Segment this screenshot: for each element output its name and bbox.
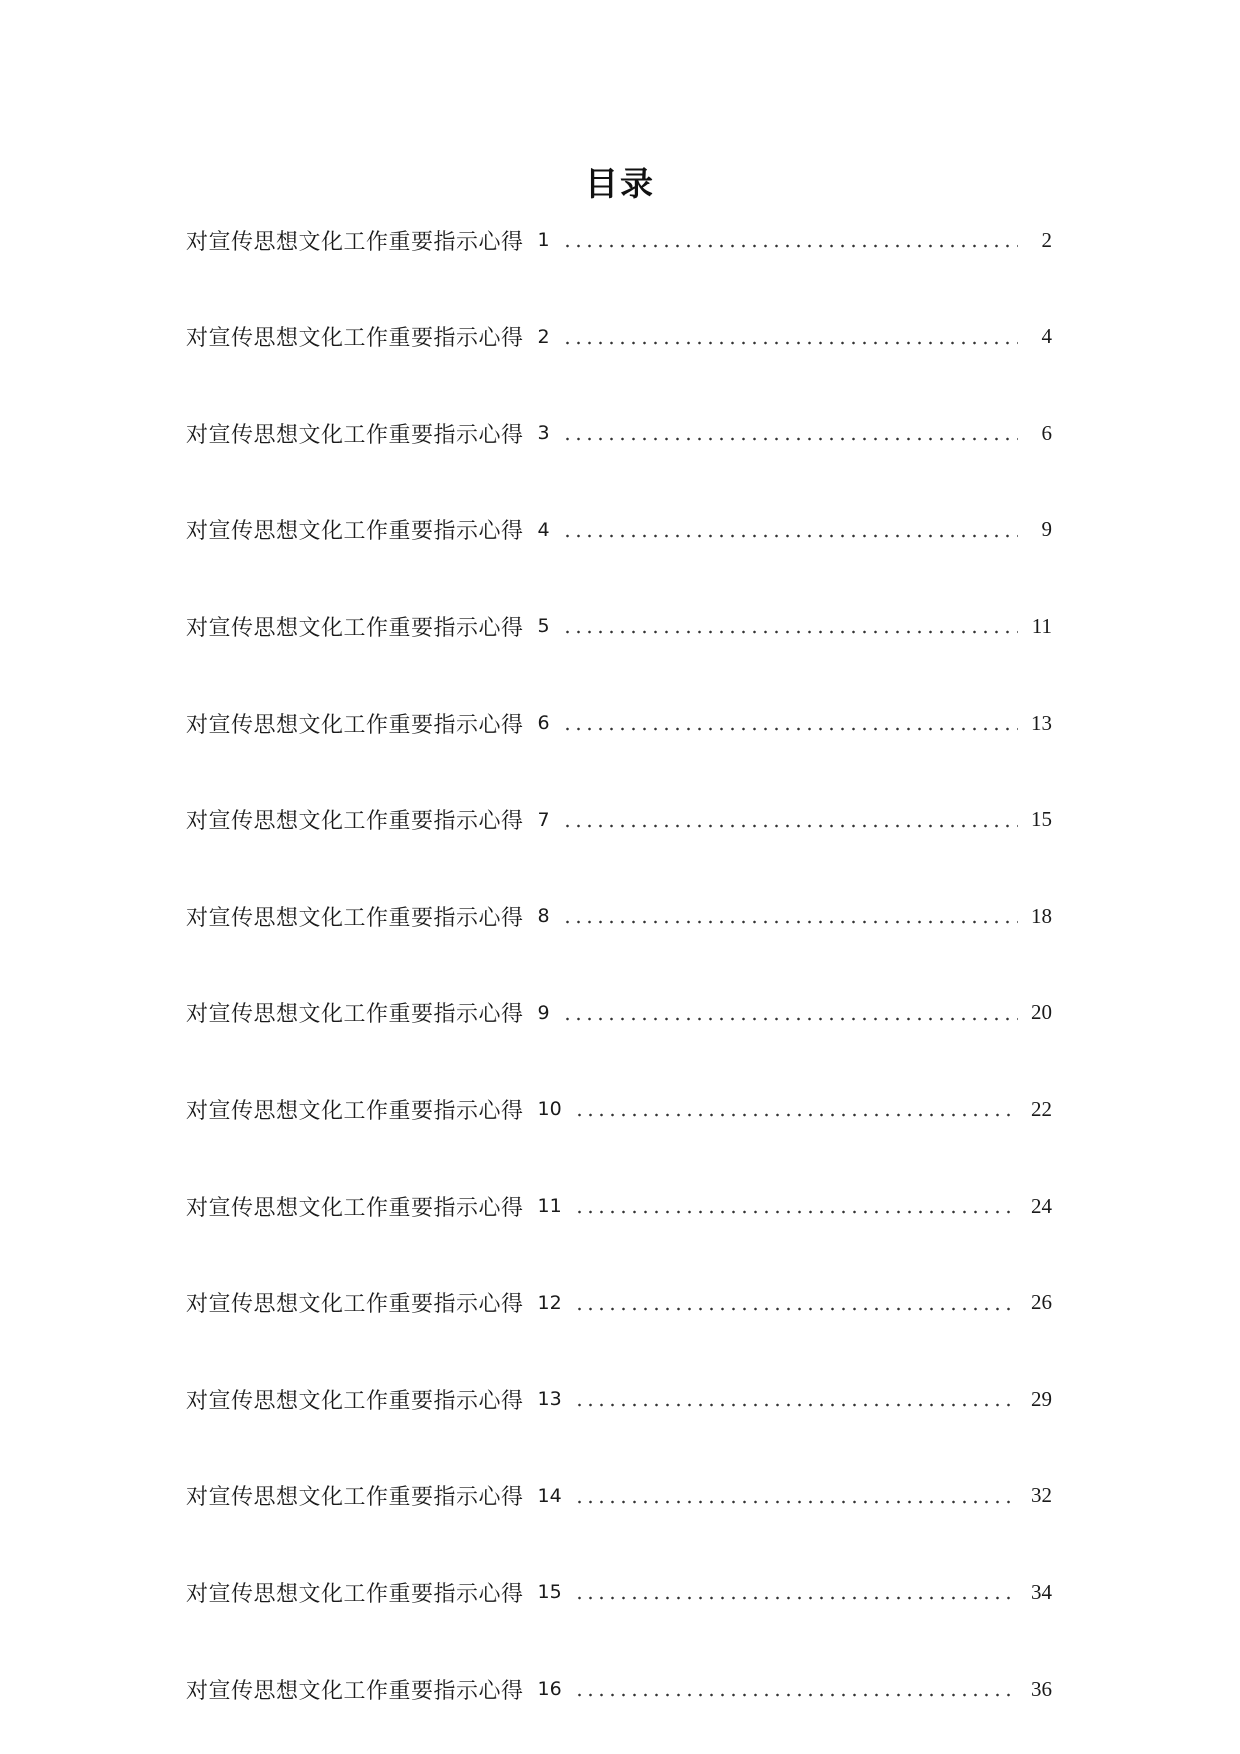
toc-entry[interactable] (186, 896, 1052, 936)
toc-entry-page: 22 (1031, 1096, 1052, 1121)
toc-entry-page: 2 (1041, 227, 1052, 252)
toc-entry-number: 15 (537, 1581, 562, 1604)
dot-leader (562, 340, 1018, 346)
toc-entry-page: 32 (1031, 1483, 1052, 1508)
toc-entry-number: 10 (537, 1098, 562, 1121)
toc-entry-title: 对宣传思想文化工作重要指示心得 (186, 1002, 524, 1028)
toc-entry[interactable] (186, 1089, 1052, 1129)
dot-leader (562, 629, 1018, 635)
toc-entry[interactable] (186, 413, 1052, 453)
toc-entry-title: 对宣传思想文化工作重要指示心得 (186, 712, 524, 738)
dot-leader (562, 436, 1018, 442)
toc-entry-number: 1 (537, 229, 550, 251)
toc-entry[interactable] (186, 220, 1052, 260)
toc-entry[interactable] (186, 510, 1052, 550)
dot-leader (562, 919, 1018, 925)
toc-entry-title: 对宣传思想文化工作重要指示心得 (186, 519, 524, 545)
toc-entry-title: 对宣传思想文化工作重要指示心得 (186, 1388, 524, 1414)
toc-entry-number: 6 (537, 712, 550, 734)
toc-entry-page: 9 (1041, 517, 1052, 542)
toc-entry-number: 8 (537, 905, 550, 928)
toc-entry-number: 3 (537, 422, 550, 445)
toc-entry-page: 11 (1031, 613, 1052, 638)
toc-entry-number: 11 (537, 1195, 562, 1217)
toc-entry-page: 24 (1031, 1193, 1052, 1218)
toc-entry-page: 4 (1041, 324, 1052, 349)
toc-entry-title: 对宣传思想文化工作重要指示心得 (186, 422, 524, 448)
dot-leader (562, 533, 1018, 539)
toc-entry-title: 对宣传思想文化工作重要指示心得 (186, 1098, 524, 1124)
toc-entry[interactable] (186, 1476, 1052, 1516)
toc-entry[interactable] (186, 606, 1052, 646)
toc-entry-page: 18 (1031, 903, 1052, 928)
dot-leader (574, 1112, 1018, 1118)
toc-entry-title: 对宣传思想文化工作重要指示心得 (186, 1485, 524, 1511)
dot-leader (574, 1306, 1018, 1312)
toc-entry[interactable] (186, 1572, 1052, 1612)
toc-entry-number: 7 (537, 808, 550, 831)
dot-leader (574, 1595, 1018, 1601)
toc-entry-number: 5 (537, 615, 550, 638)
dot-leader (574, 1402, 1018, 1408)
dot-leader (574, 1692, 1018, 1698)
toc-entry-title: 对宣传思想文化工作重要指示心得 (186, 229, 524, 255)
dot-leader (562, 823, 1018, 829)
toc-entry-number: 13 (537, 1388, 562, 1411)
toc-entry-title: 对宣传思想文化工作重要指示心得 (186, 809, 524, 835)
toc-entry-title: 对宣传思想文化工作重要指示心得 (186, 1678, 524, 1704)
dot-leader (574, 1499, 1018, 1505)
toc-entry-title: 对宣传思想文化工作重要指示心得 (186, 1581, 524, 1607)
toc-title: 目录 (585, 164, 655, 203)
toc-entry[interactable] (186, 317, 1052, 357)
toc-entry-number: 14 (537, 1484, 562, 1507)
toc-entry-title: 对宣传思想文化工作重要指示心得 (186, 1195, 524, 1221)
toc-entry[interactable] (186, 800, 1052, 840)
toc-entry-number: 4 (537, 518, 550, 541)
toc-entry[interactable] (186, 703, 1052, 743)
dot-leader (574, 1209, 1018, 1215)
toc-entry-page: 26 (1031, 1290, 1052, 1315)
dot-leader (562, 726, 1018, 732)
toc-entry-number: 12 (537, 1291, 562, 1314)
dot-leader (562, 1016, 1018, 1022)
toc-entry-title: 对宣传思想文化工作重要指示心得 (186, 615, 524, 641)
toc-entry-page: 29 (1031, 1386, 1052, 1411)
toc-entry-title: 对宣传思想文化工作重要指示心得 (186, 1292, 524, 1318)
dot-leader (562, 243, 1018, 249)
toc-entry-number: 16 (537, 1678, 562, 1700)
toc-entry[interactable] (186, 1669, 1052, 1709)
toc-entry[interactable] (186, 1379, 1052, 1419)
toc-entry-number: 9 (537, 1001, 550, 1024)
toc-entry-title: 对宣传思想文化工作重要指示心得 (186, 326, 524, 352)
toc-entry-number: 2 (537, 325, 550, 348)
toc-entry[interactable] (186, 993, 1052, 1033)
toc-entry-page: 34 (1031, 1579, 1052, 1604)
toc-entry-page: 15 (1031, 807, 1052, 832)
toc-entry-page: 20 (1031, 1000, 1052, 1025)
toc-entry[interactable] (186, 1186, 1052, 1226)
toc-entry[interactable] (186, 1283, 1052, 1323)
toc-entry-page: 13 (1031, 710, 1052, 735)
toc-entry-page: 36 (1031, 1676, 1052, 1701)
toc-entry-title: 对宣传思想文化工作重要指示心得 (186, 905, 524, 931)
toc-entry-page: 6 (1041, 420, 1052, 445)
